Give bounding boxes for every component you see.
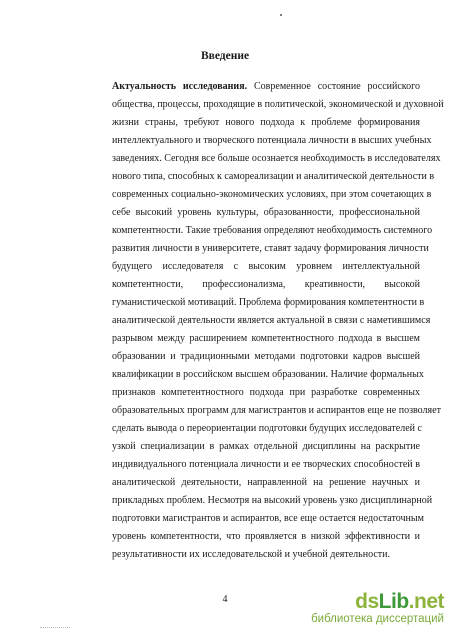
text-line: гуманистической мотиваций. Проблема формирования компетентности в bbox=[112, 297, 425, 308]
watermark-subtitle: библиотека диссертаций bbox=[311, 613, 444, 625]
page-title: Введение bbox=[200, 50, 250, 62]
text-line: уровень компетентности, что проявляется в низкой эффективности и bbox=[112, 531, 420, 542]
page-number: 4 bbox=[222, 594, 228, 605]
text-line: общества, процессы, проходящие в политической, экономической и духовной bbox=[112, 99, 444, 110]
body-paragraph bbox=[112, 78, 444, 564]
text-line: признаков компетентностного подхода при разработке современных bbox=[112, 387, 420, 398]
text-line: заведениях. Сегодня все больше осознается необходимость в исследователях bbox=[112, 153, 441, 164]
logo-part-lib: Lib bbox=[378, 590, 409, 613]
text-line: аналитической деятельности является актуальной в связи с наметившимся bbox=[112, 315, 431, 326]
text-line: компетентности, профессионализма, креативности, высокой bbox=[112, 279, 420, 290]
scan-edge-mark bbox=[40, 625, 70, 628]
text-line: разрывом между расширением компетентностного подхода в высшем bbox=[112, 333, 420, 344]
scan-speck bbox=[280, 14, 282, 16]
text-line: прикладных проблем. Несмотря на высокий уровень узко дисциплинарной bbox=[112, 495, 433, 506]
text-line: нового типа, способных к самореализации и аналитической деятельности в bbox=[112, 171, 435, 182]
lead-term: Актуальность исследования. bbox=[112, 81, 248, 92]
logo-part-net: .net bbox=[408, 590, 444, 613]
watermark-logo bbox=[311, 591, 444, 613]
text-line: аналитической деятельности, направленной на решение научных и bbox=[112, 477, 420, 488]
text-line: индивидуального потенциала личности и ее творческих способностей в bbox=[112, 459, 420, 470]
text-line: квалификации в российском высшем образовании. Наличие формальных bbox=[112, 369, 424, 380]
text-line: себе высокий уровень культуры, образованности, профессиональной bbox=[112, 207, 420, 218]
logo-part-ds: ds bbox=[355, 590, 379, 613]
text-line: компетентности. Такие требования определяют необходимость системного bbox=[112, 225, 433, 236]
watermark bbox=[311, 591, 444, 626]
text-line: развития личности в университете, ставят задачу формирования личности bbox=[112, 243, 429, 254]
text-line: подготовки магистрантов и аспирантов, все еще остается недостаточным bbox=[112, 513, 424, 524]
text-line: образовательных программ для магистрантов и аспирантов еще не позволяет bbox=[112, 405, 441, 416]
text-line: результативности их исследовательской и учебной деятельности. bbox=[112, 549, 390, 560]
text-line: будущего исследователя с высоким уровнем интеллектуальной bbox=[112, 261, 420, 272]
text-line: современных социально-экономических условиях, при этом сочетающих в bbox=[112, 189, 432, 200]
text-line: жизни страны, требуют нового подхода к проблеме формирования bbox=[112, 117, 420, 128]
text-line: узкой специализации в рамках отдельной дисциплины на раскрытие bbox=[112, 441, 420, 452]
text-line: интеллектуального и творческого потенциала личности в высших учебных bbox=[112, 135, 432, 146]
text-line-content: Современное состояние российского bbox=[254, 81, 421, 92]
text-line: сделать вывода о переориентации подготовки будущих исследователей с bbox=[112, 423, 422, 434]
text-line bbox=[112, 78, 420, 96]
text-line: образовании и традиционными методами подготовки кадров высшей bbox=[112, 351, 420, 362]
